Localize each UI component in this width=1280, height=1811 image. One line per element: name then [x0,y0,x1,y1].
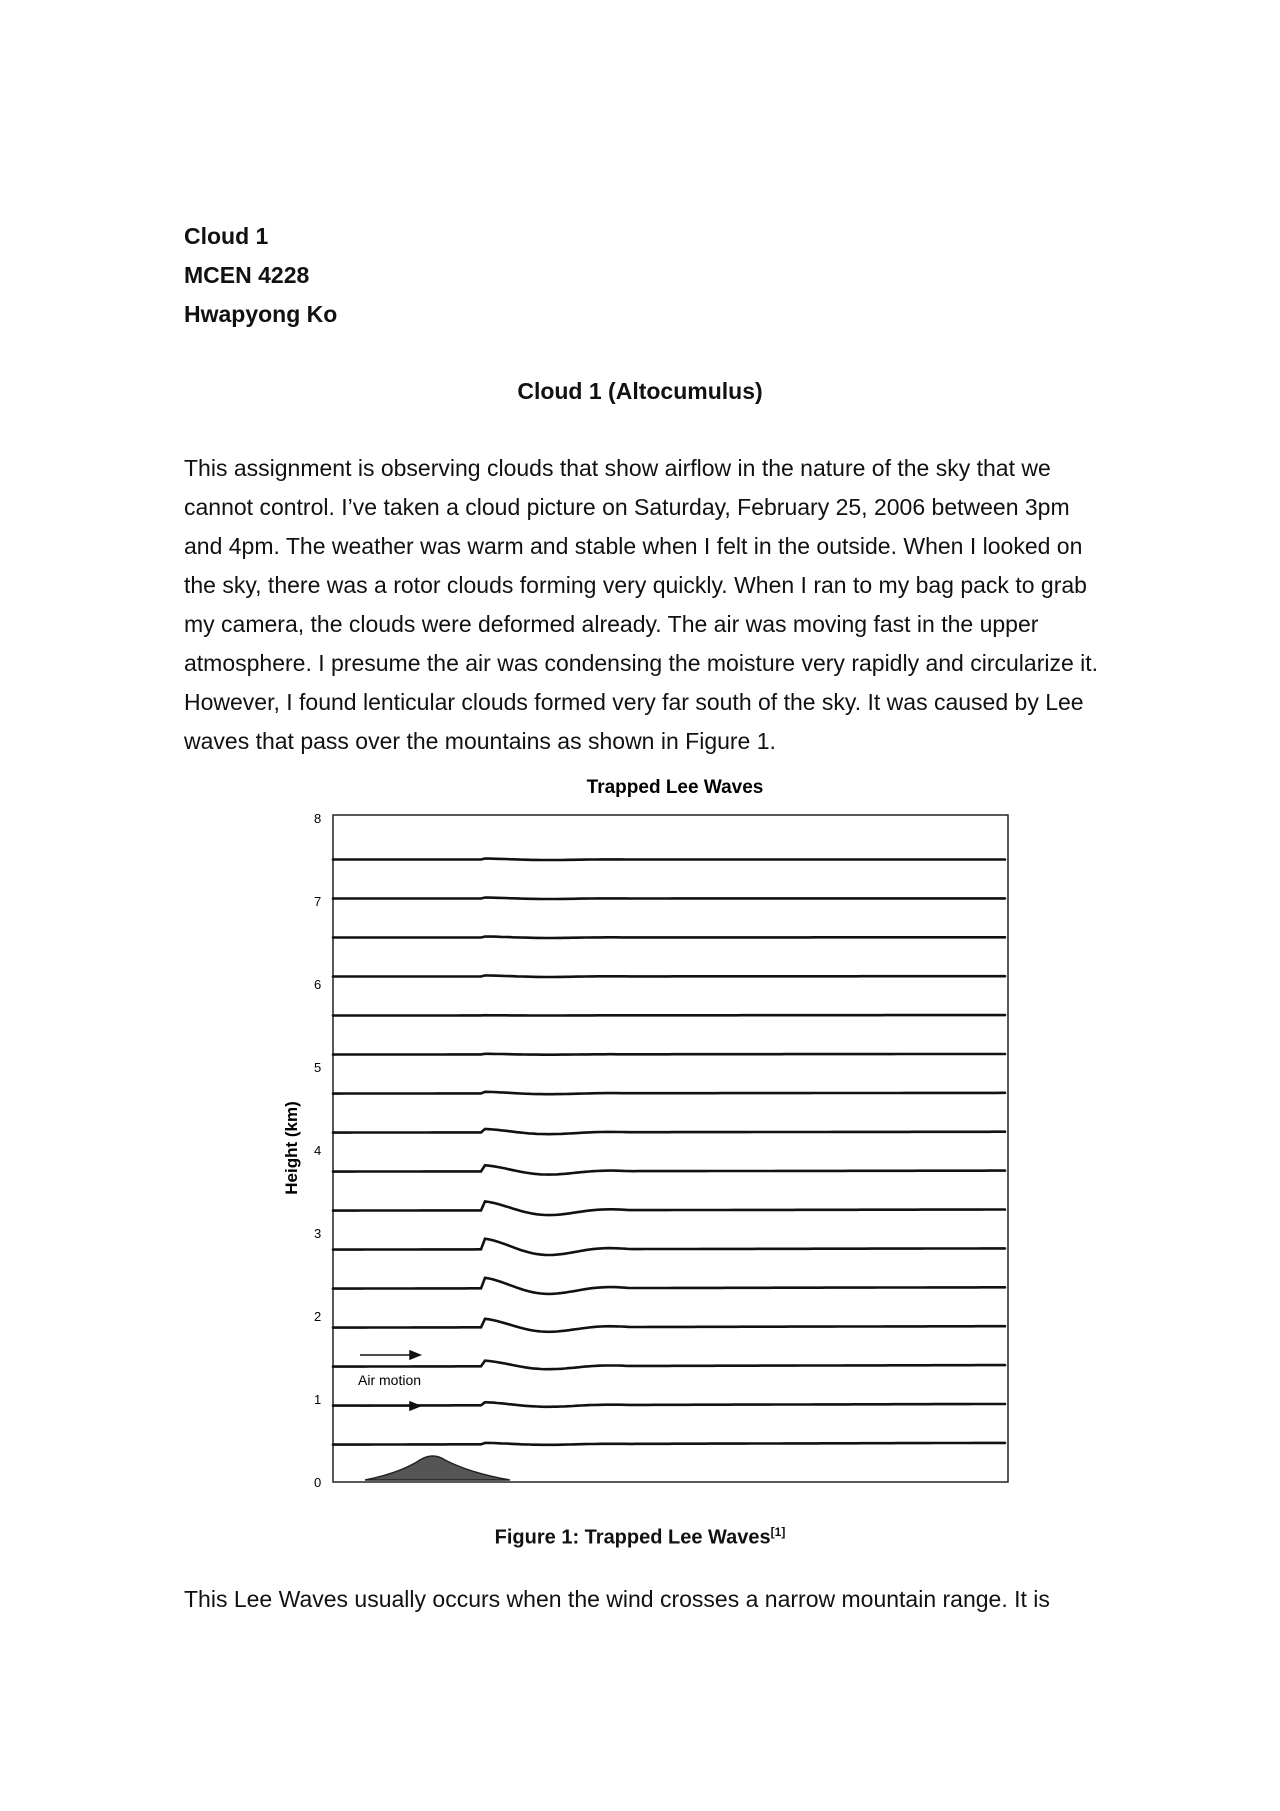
streamline [333,1278,1005,1294]
mountain [365,1456,510,1480]
y-tick-label: 4 [314,1143,322,1158]
y-axis-label: Height (km) [282,1101,301,1195]
y-tick-label: 1 [314,1392,322,1407]
streamline [333,1319,1005,1332]
body-paragraph-container [184,449,1114,761]
header-title: Cloud 1 [184,223,269,249]
y-tick-label: 2 [314,1309,322,1324]
air-motion-label: Air motion [358,1372,422,1388]
streamlines [333,859,1005,1445]
streamline [333,1165,1005,1174]
streamline [333,975,1005,977]
document-title: Cloud 1 (Altocumulus) [517,378,763,404]
y-tick-label: 3 [314,1226,322,1241]
header-author: Hwapyong Ko [184,301,338,327]
streamline [333,898,1005,900]
y-tick-label: 8 [314,811,322,826]
y-tick-label: 6 [314,977,322,992]
arrow-head [410,1402,420,1410]
streamline [333,1201,1005,1215]
body-paragraph: This assignment is observing clouds that show airflow in the nature of the sky that we cannot control. I’ve taken a cloud picture on Saturday, February 25, 2006 between 3pm and 4pm. The weather was warm and stable when I felt in the outside. When I looked on the sky, there was a rotor clouds forming very quickly. When I ran to my bag pack to grab my camera, the clouds were deformed already. The air was moving fast in the upper atmosphere. I presume the air was condensing the moisture very rapidly and circularize it. However, I found lenticular clouds formed very far south of the sky. It was caused by Lee waves that pass over the mountains as shown in Figure 1. [184,455,1099,754]
streamline [333,1129,1005,1134]
document-header [184,217,337,334]
streamline [333,1054,1005,1055]
caption-reference: [1] [770,1525,786,1539]
streamline [333,1443,1005,1445]
streamline [333,1092,1005,1094]
streamline [333,1361,1005,1370]
figure-caption [0,1517,1280,1553]
y-ticks [314,811,321,1490]
figure-trapped-lee-waves [270,770,1030,1495]
body-paragraph-continued: This Lee Waves usually occurs when the wind crosses a narrow mountain range. It is [184,1586,1050,1612]
streamline [333,1402,1005,1407]
streamline [333,859,1005,861]
plot-frame [333,815,1008,1482]
streamline [333,937,1005,939]
streamline [333,1239,1005,1255]
caption-text: Figure 1: Trapped Lee Waves [494,1526,771,1549]
lee-waves-diagram [270,770,1030,1495]
y-tick-label: 0 [314,1475,322,1490]
figure-title: Trapped Lee Waves [586,777,764,798]
header-course: MCEN 4228 [184,262,310,288]
arrow-head [410,1351,420,1359]
y-tick-label: 5 [314,1060,322,1075]
y-tick-label: 7 [314,894,322,909]
